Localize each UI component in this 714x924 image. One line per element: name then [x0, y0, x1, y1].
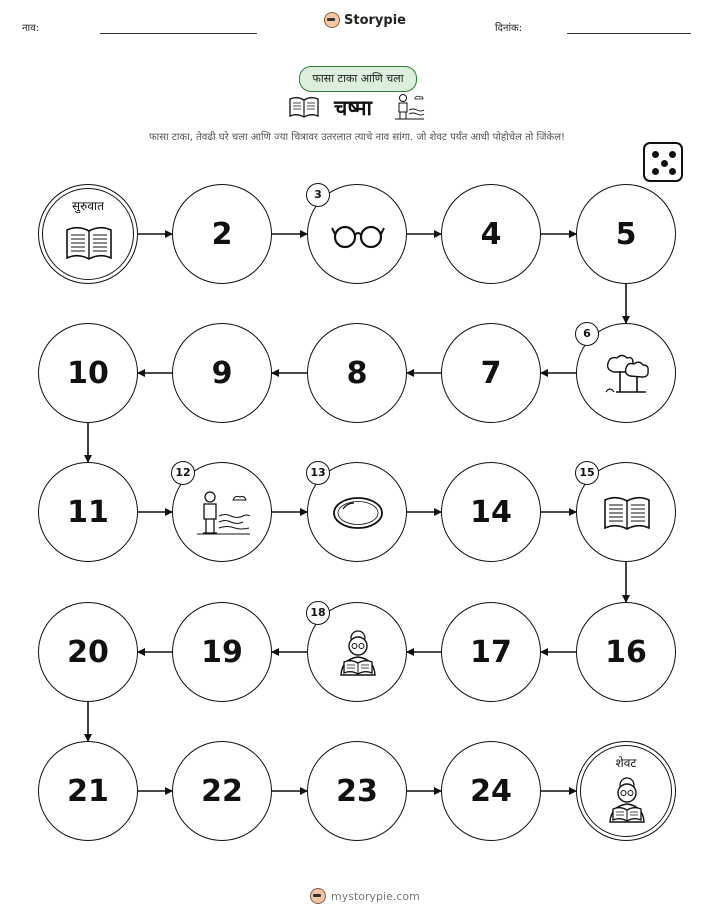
cell-number: 5	[615, 217, 637, 252]
board-cell	[576, 323, 676, 423]
board-cell	[441, 602, 541, 702]
cell-number: 4	[480, 217, 502, 252]
board-cell	[172, 602, 272, 702]
cell-number: 21	[67, 774, 109, 809]
board-cell	[576, 602, 676, 702]
book-icon	[64, 223, 114, 267]
cell-number: 8	[346, 356, 368, 391]
cell-number: 16	[605, 635, 647, 670]
cell-number-badge: 12	[171, 461, 195, 485]
brand-name: Storypie	[344, 12, 406, 28]
board-cell	[38, 462, 138, 562]
cell-number: 14	[470, 495, 512, 530]
instructions: फासा टाका, तेवढी घरे चला आणि ज्या चित्रावर उतरलात त्याचे नाव सांगा. जो शेवट पर्यंत आधी पोहोचेल तो जिंकेल!	[148, 132, 566, 143]
cell-number: 11	[67, 495, 109, 530]
board-cell	[307, 184, 407, 284]
grandma-reading-icon	[602, 776, 652, 828]
board-cell	[172, 323, 272, 423]
footer	[310, 888, 420, 904]
board-cell	[576, 184, 676, 284]
cell-number-badge: 15	[575, 461, 599, 485]
name-label: नाव:	[22, 23, 40, 34]
end-cell	[576, 741, 676, 841]
board-cell	[172, 462, 272, 562]
cell-number: 22	[201, 774, 243, 809]
book-icon	[602, 493, 652, 537]
board-cell	[172, 184, 272, 284]
board-cell	[38, 323, 138, 423]
mascot-icon	[310, 888, 326, 904]
board-cell	[307, 462, 407, 562]
lens-icon	[331, 494, 385, 536]
board-cell	[441, 462, 541, 562]
board-cell	[441, 184, 541, 284]
grandma-reading-icon	[333, 629, 383, 681]
start-label: सुरुवात	[72, 199, 104, 213]
footer-site: mystorypie.com	[331, 889, 420, 903]
board-cell	[307, 323, 407, 423]
boy-by-lake-icon	[195, 488, 251, 542]
trees-icon	[602, 352, 652, 400]
board-cell	[441, 323, 541, 423]
cell-number: 17	[470, 635, 512, 670]
board-cell	[441, 741, 541, 841]
cell-number: 24	[470, 774, 512, 809]
page-title: चष्मा	[334, 96, 372, 120]
game-tag: फासा टाका आणि चला	[299, 66, 417, 92]
cell-number: 20	[67, 635, 109, 670]
board-cell	[38, 741, 138, 841]
cell-number: 9	[211, 356, 233, 391]
cell-number-badge: 18	[306, 601, 330, 625]
cell-number: 19	[201, 635, 243, 670]
cell-number-badge: 13	[306, 461, 330, 485]
start-cell	[38, 184, 138, 284]
board-cell	[38, 602, 138, 702]
cell-number: 10	[67, 356, 109, 391]
cell-number-badge: 6	[575, 322, 599, 346]
glasses-icon	[331, 220, 385, 254]
end-label: शेवट	[615, 756, 637, 770]
board-cell	[307, 741, 407, 841]
cell-number: 7	[480, 356, 502, 391]
board-cell	[576, 462, 676, 562]
date-label: दिनांक:	[495, 23, 523, 34]
board-cell	[307, 602, 407, 702]
cell-number-badge: 3	[306, 183, 330, 207]
cell-number: 2	[211, 217, 233, 252]
board-cell	[172, 741, 272, 841]
cell-number: 23	[336, 774, 378, 809]
